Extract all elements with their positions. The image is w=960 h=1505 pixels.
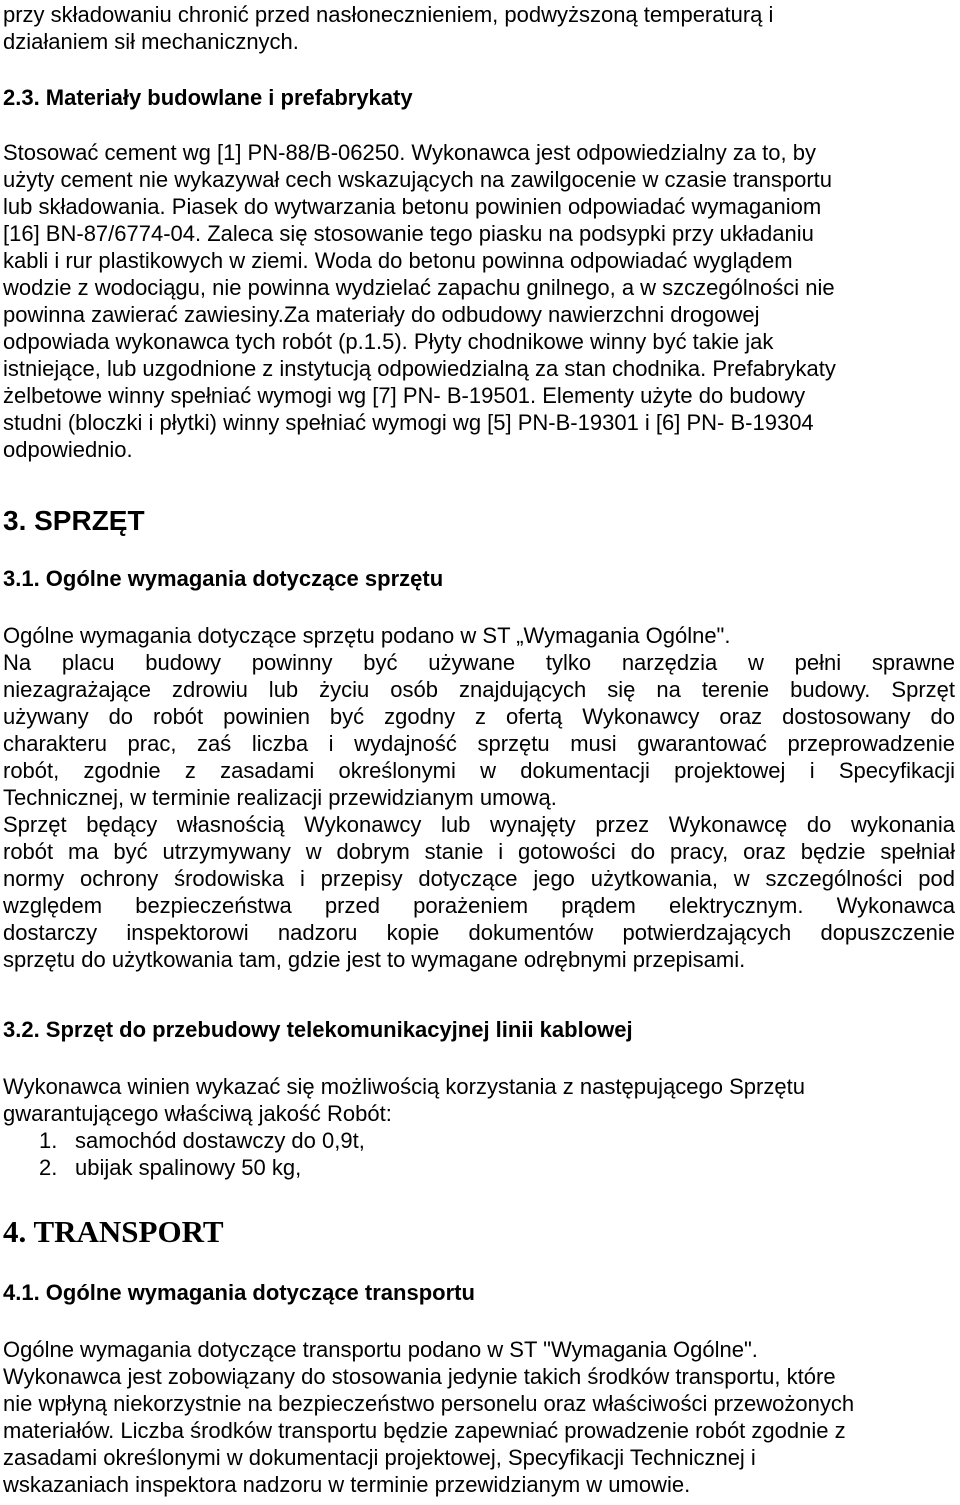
section-heading-4: 4. TRANSPORT (3, 1214, 224, 1249)
section-2-3-paragraph (3, 139, 836, 463)
text-line: robót ma być utrzymywany w dobrym stanie i gotowości do pracy, oraz będzie spełniał (3, 839, 955, 864)
text-line: powinna zawierać zawiesiny.Za materiały do odbudowy nawierzchni drogowej (3, 302, 760, 327)
text-line: Na placu budowy powinny być używane tylko narzędzia w pełni sprawne (3, 650, 955, 675)
text-line: Wykonawca winien wykazać się możliwością korzystania z następującego Sprzętu (3, 1074, 805, 1099)
section-heading-3: 3. SPRZĘT (3, 505, 145, 536)
text-line: przy składowaniu chronić przed nasłonecznieniem, podwyższoną temperaturą i (3, 2, 774, 27)
section-3-1-body (3, 622, 955, 973)
equipment-list (3, 1127, 805, 1181)
text-line: istniejące, lub uzgodnione z instytucją odpowiedzialną za stan chodnika. Prefabrykaty (3, 356, 836, 381)
list-item-number: 2. (39, 1155, 58, 1180)
intro-paragraph (3, 1, 773, 55)
text-line: odpowiednio. (3, 437, 133, 462)
text-line: dostarczy inspektorowi nadzoru kopie dokumentów potwierdzających dopuszczenie (3, 920, 955, 945)
text-line: Stosować cement wg [1] PN-88/B-06250. Wykonawca jest odpowiedzialny za to, by (3, 140, 816, 165)
text-line: robót, zgodnie z zasadami określonymi w dokumentacji projektowej i Specyfikacji (3, 758, 955, 783)
text-line: względem bezpieczeństwa przed porażeniem prądem elektrycznym. Wykonawca (3, 893, 955, 918)
section-heading-4-1: 4.1. Ogólne wymagania dotyczące transportu (3, 1280, 475, 1305)
list-item (3, 1154, 805, 1181)
text-line: [16] BN-87/6774-04. Zaleca się stosowanie tego piasku na podsypki przy układaniu (3, 221, 814, 246)
text-line: sprzętu do użytkowania tam, gdzie jest to wymagane odrębnymi przepisami. (3, 947, 746, 972)
list-item-text: ubijak spalinowy 50 kg, (75, 1155, 302, 1180)
text-line: Sprzęt będący własnością Wykonawcy lub wynajęty przez Wykonawcę do wykonania (3, 812, 955, 837)
text-line: gwarantującego właściwą jakość Robót: (3, 1101, 392, 1126)
text-line: używany do robót powinien być zgodny z ofertą Wykonawcy oraz dostosowany do (3, 704, 955, 729)
text-line: kabli i rur plastikowych w ziemi. Woda do betonu powinna odpowiadać wyglądem (3, 248, 793, 273)
section-heading-3-2: 3.2. Sprzęt do przebudowy telekomunikacyjnej linii kablowej (3, 1017, 633, 1042)
section-heading-2-3: 2.3. Materiały budowlane i prefabrykaty (3, 85, 413, 110)
section-4-1-body (3, 1336, 854, 1498)
text-line: wodzie z wodociągu, nie powinna wydzielać zapachu gnilnego, a w szczególności nie (3, 275, 835, 300)
list-item-number: 1. (39, 1128, 58, 1153)
text-line: Wykonawca jest zobowiązany do stosowania jedynie takich środków transportu, które (3, 1364, 836, 1389)
text-line: studni (bloczki i płytki) winny spełniać wymogi wg [5] PN-B-19301 i [6] PN- B-19304 (3, 410, 814, 435)
text-line: żelbetowe winny spełniać wymogi wg [7] PN- B-19501. Elementy użyte do budowy (3, 383, 806, 408)
text-line: odpowiada wykonawca tych robót (p.1.5). Płyty chodnikowe winny być takie jak (3, 329, 774, 354)
text-line: Ogólne wymagania dotyczące sprzętu podano w ST „Wymagania Ogólne". (3, 623, 731, 648)
section-heading-3-1: 3.1. Ogólne wymagania dotyczące sprzętu (3, 566, 444, 591)
text-line: normy ochrony środowiska i przepisy dotyczące jego użytkowania, w szczególności pod (3, 866, 955, 891)
text-line: Ogólne wymagania dotyczące transportu podano w ST "Wymagania Ogólne". (3, 1337, 758, 1362)
text-line: niezagrażające zdrowiu lub życiu osób znajdujących się na terenie budowy. Sprzęt (3, 677, 955, 702)
text-line: materiałów. Liczba środków transportu będzie zapewniać prowadzenie robót zgodnie z (3, 1418, 846, 1443)
text-line: Technicznej, w terminie realizacji przewidzianym umową. (3, 785, 557, 810)
text-line: nie wpłyną niekorzystnie na bezpieczeństwo personelu oraz właściwości przewożonych (3, 1391, 855, 1416)
list-item-text: samochód dostawczy do 0,9t, (75, 1128, 365, 1153)
list-item (3, 1127, 805, 1154)
text-line: zasadami określonymi w dokumentacji projektowej, Specyfikacji Technicznej i (3, 1445, 756, 1470)
text-line: wskazaniach inspektora nadzoru w terminie przewidzianym w umowie. (3, 1472, 691, 1497)
text-line: lub składowania. Piasek do wytwarzania betonu powinien odpowiadać wymaganiom (3, 194, 822, 219)
text-line: charakteru prac, zaś liczba i wydajność sprzętu musi gwarantować przeprowadzenie (3, 731, 955, 756)
text-line: użyty cement nie wykazywał cech wskazujących na zawilgocenie w czasie transportu (3, 167, 833, 192)
text-line: działaniem sił mechanicznych. (3, 29, 299, 54)
section-3-2-body (3, 1073, 805, 1181)
